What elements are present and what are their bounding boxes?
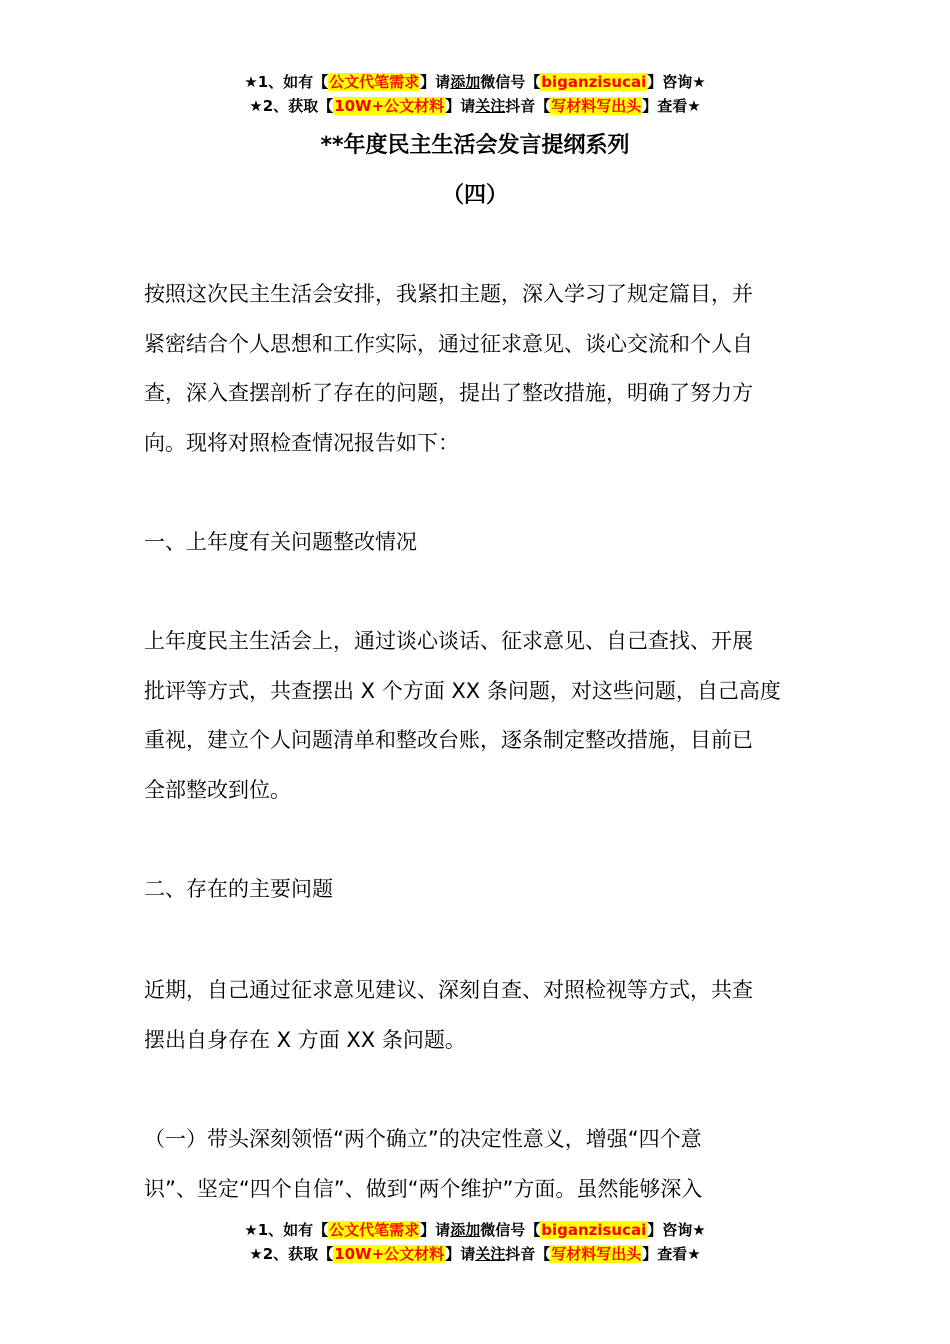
text-line: 摆出自身存在 X 方面 XX 条问题。 — [144, 1027, 466, 1052]
section-heading-2 — [144, 865, 808, 915]
banner-text: ★1、如有【 — [244, 1221, 329, 1239]
banner-highlight: 公文代笔需求 — [329, 1221, 420, 1239]
banner-highlight: 10W+公文材料 — [334, 1245, 445, 1263]
watermark-banner-top — [0, 70, 950, 118]
banner-text: 】请 — [420, 73, 451, 91]
paragraph-item-1 — [144, 1115, 808, 1214]
banner-highlight: 10W+公文材料 — [334, 97, 445, 115]
text-line: 批评等方式，共查摆出 X 个方面 XX 条问题，对这些问题，自己高度 — [144, 678, 781, 703]
text-line: 向。现将对照检查情况报告如下： — [144, 430, 459, 455]
text-line: 重视，建立个人问题清单和整改台账，逐条制定整改措施，目前已 — [144, 728, 753, 752]
text-line: （一）带头深刻领悟“两个确立”的决定性意义，增强“四个意 — [144, 1127, 702, 1151]
banner-text: 微信号【 — [480, 73, 541, 91]
banner-highlight: 写材料写出头 — [551, 97, 642, 115]
text-line: 识”、坚定“四个自信”、做到“两个维护”方面。虽然能够深入 — [144, 1176, 703, 1201]
banner-text: 】查看★ — [642, 97, 701, 115]
banner-line-1 — [0, 70, 950, 94]
paragraph-problems — [144, 966, 808, 1065]
document-subtitle: （四） — [441, 183, 508, 208]
text-line: 二、存在的主要问题 — [144, 877, 333, 901]
banner-line-2 — [0, 94, 950, 118]
text-line: 紧密结合个人思想和工作实际，通过征求意见、谈心交流和个人自 — [144, 331, 753, 356]
banner-highlight: biganzisucai — [541, 73, 647, 91]
document-title: **年度民主生活会发言提纲系列 — [320, 133, 630, 158]
text-line: 上年度民主生活会上，通过谈心谈话、征求意见、自己查找、开展 — [144, 629, 753, 653]
banner-text: 】咨询★ — [647, 1221, 706, 1239]
banner-text: 微信号【 — [480, 1221, 541, 1239]
watermark-banner-bottom — [0, 1218, 950, 1266]
text-line: 一、上年度有关问题整改情况 — [144, 530, 417, 554]
banner-highlight: 公文代笔需求 — [329, 73, 420, 91]
banner-underline: 添加 — [450, 73, 481, 91]
text-line: 全部整改到位。 — [144, 777, 291, 802]
text-line: 按照这次民主生活会安排，我紧扣主题，深入学习了规定篇目，并 — [144, 282, 753, 306]
banner-text: 抖音【 — [505, 97, 551, 115]
banner-highlight: 写材料写出头 — [551, 1245, 642, 1263]
banner-text: ★2、获取【 — [249, 97, 334, 115]
banner-text: 抖音【 — [505, 1245, 551, 1263]
paragraph-intro — [144, 270, 808, 468]
banner-underline: 添加 — [450, 1221, 481, 1239]
paragraph-rectification — [144, 617, 808, 815]
banner-underline: 关注 — [475, 97, 506, 115]
banner-text: 】查看★ — [642, 1245, 701, 1263]
banner-text: ★1、如有【 — [244, 73, 329, 91]
banner-text: 】请 — [420, 1221, 451, 1239]
text-line: 近期，自己通过征求意见建议、深刻自查、对照检视等方式，共查 — [144, 978, 753, 1002]
banner-highlight: biganzisucai — [541, 1221, 647, 1239]
banner-line-2 — [0, 1242, 950, 1266]
text-line: 查，深入查摆剖析了存在的问题，提出了整改措施，明确了努力方 — [144, 381, 753, 405]
section-heading-1 — [144, 518, 808, 568]
banner-text: 】咨询★ — [647, 73, 706, 91]
banner-text: ★2、获取【 — [249, 1245, 334, 1263]
banner-text: 】请 — [445, 1245, 476, 1263]
banner-underline: 关注 — [475, 1245, 506, 1263]
banner-text: 】请 — [445, 97, 476, 115]
banner-line-1 — [0, 1218, 950, 1242]
